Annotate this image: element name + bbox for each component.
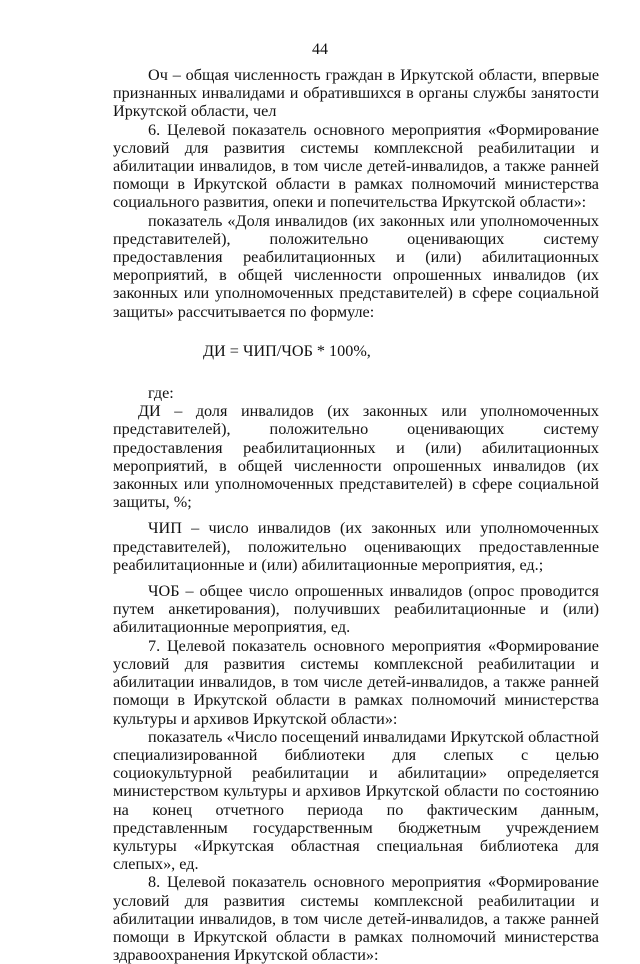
paragraph-chip-definition: ЧИП – число инвалидов (их законных или уполномоченных представителей), положительно оценивающих предоставленные реабилитационные и (или) абилитационные мероприятия, ед.; xyxy=(113,519,599,574)
paragraph-indicator-8: 8. Целевой показатель основного мероприятия «Формирование условий для развития системы комплексной реабилитации и абилитации инвалидов, в том числе детей-инвалидов, а также ранней помощи в Иркутской области в рамках полномочий министерства здравоохранения Иркутской области»: xyxy=(113,873,599,964)
paragraph-di-definition: ДИ – доля инвалидов (их законных или уполномоченных представителей), положительно оценивающих систему предоставления реабилитационных и (или) абилитационных мероприятий, в общей численности опрошенных инвалидов (их законных или уполномоченных представителей) в сфере социальной защиты, %; xyxy=(113,402,599,512)
paragraph-indicator-7-description: показатель «Число посещений инвалидами Иркутской областной специализированной библиотеки для слепых с целью социокультурной реабилитации и абилитации» определяется министерством культуры и архивов Иркутской области по состоянию на конец отчетного периода по фактическим данным, представленным государственным бюджетным учреждением культуры «Иркутская областная специальная библиотека для слепых», ед. xyxy=(113,727,599,874)
paragraph-och-definition: Оч – общая численность граждан в Иркутской области, впервые признанных инвалидами и обратившихся в органы службы занятости Иркутской области, чел xyxy=(113,66,599,121)
paragraph-chob-definition: ЧОБ – общее число опрошенных инвалидов (опрос проводится путем анкетирования), получивших реабилитационные и (или) абилитационные мероприятия, ед. xyxy=(113,582,599,637)
paragraph-indicator-6: 6. Целевой показатель основного мероприятия «Формирование условий для развития системы комплексной реабилитации и абилитации инвалидов, в том числе детей-инвалидов, а также ранней помощи в Иркутской области в рамках полномочий министерства социального развития, опеки и попечительства Иркутской области»: xyxy=(113,120,599,212)
paragraph-indicator-7: 7. Целевой показатель основного мероприятия «Формирование условий для развития системы комплексной реабилитации и абилитации инвалидов, в том числе детей-инвалидов, а также ранней помощи в Иркутской области в рамках полномочий министерства культуры и архивов Иркутской области»: xyxy=(113,636,599,728)
document-body xyxy=(113,66,599,964)
page-number: 44 xyxy=(312,41,328,58)
formula: ДИ = ЧИП/ЧОБ * 100%, xyxy=(203,341,371,360)
paragraph-where: где: xyxy=(148,384,174,403)
paragraph-indicator-6-formula-intro: показатель «Доля инвалидов (их законных или уполномоченных представителей), положительно оценивающих систему предоставления реабилитационных и (или) абилитационных мероприятий, в общей численности опрошенных инвалидов (их законных или уполномоченных представителей) в сфере социальной защиты» рассчитывается по формуле: xyxy=(113,211,599,321)
